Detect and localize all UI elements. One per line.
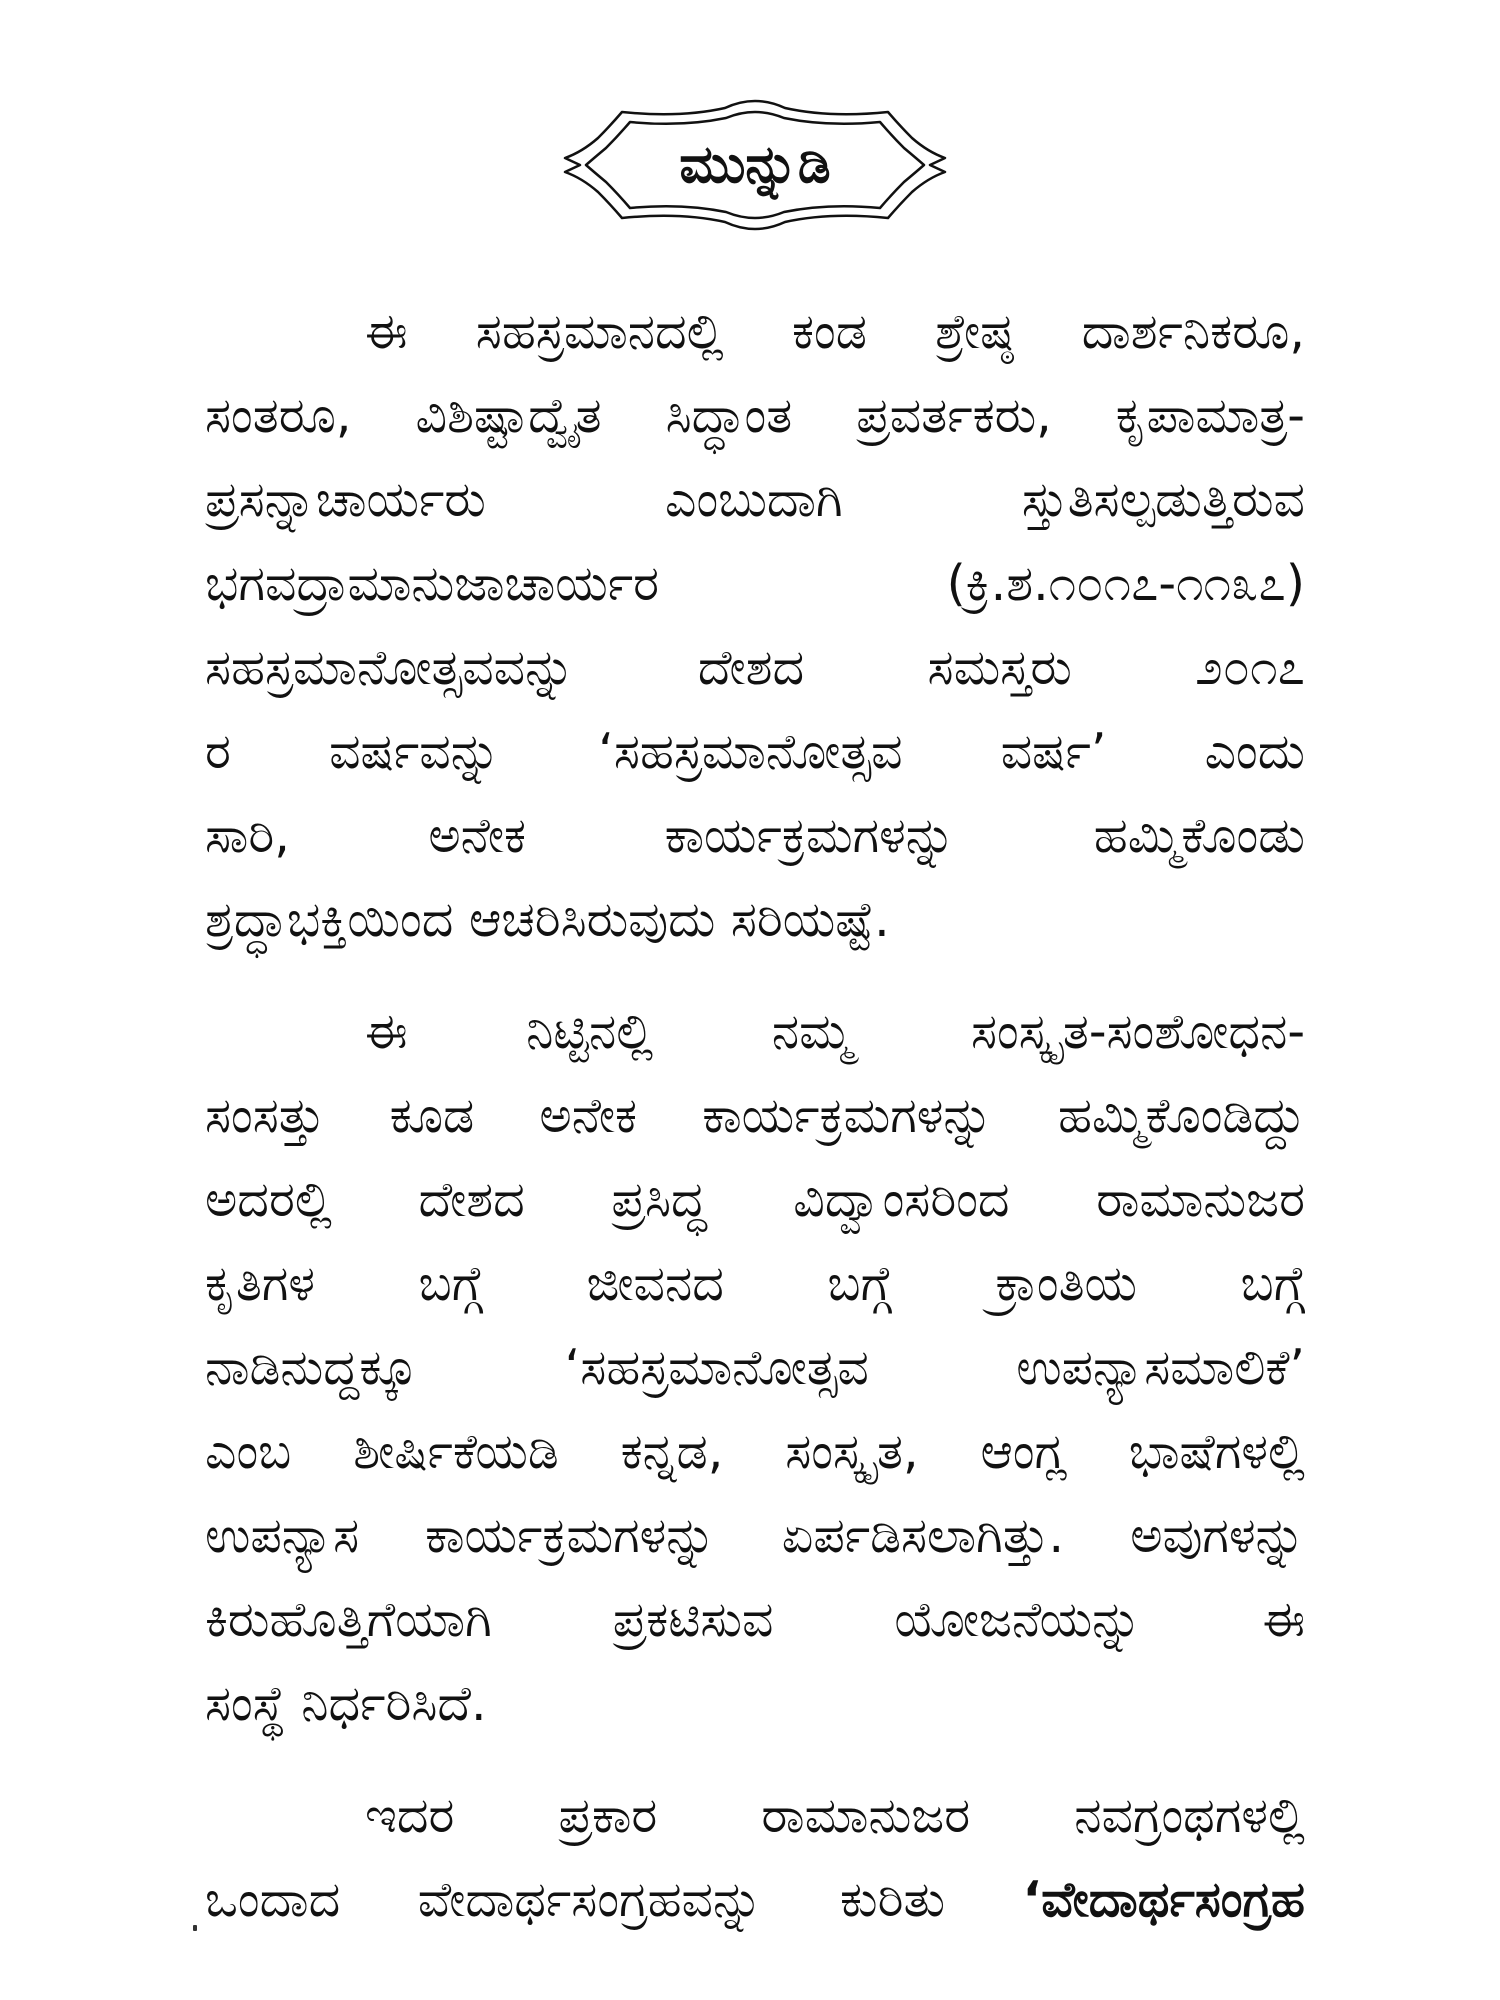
text-line: ಎಂಬ ಶೀರ್ಷಿಕೆಯಡಿ ಕನ್ನಡ, ಸಂಸ್ಕೃತ, ಆಂಗ್ಲ ಭಾಷೆಗಳಲ್ಲಿ: [205, 1423, 1305, 1480]
paragraph-2: [205, 990, 1305, 1746]
book-title-bold: ‘ವೇದಾರ್ಥಸಂಗ್ರಹ: [1022, 1871, 1305, 1928]
text-line: ರ ವರ್ಷವನ್ನು ‘ಸಹಸ್ರಮಾನೋತ್ಸವ ವರ್ಷ’ ಎಂದು: [205, 723, 1305, 780]
text-line: ಸಹಸ್ರಮಾನೋತ್ಸವವನ್ನು ದೇಶದ ಸಮಸ್ತರು ೨೦೧೭: [205, 639, 1305, 696]
text-line: ಈ ನಿಟ್ಟಿನಲ್ಲಿ ನಮ್ಮ ಸಂಸ್ಕೃತ-ಸಂಶೋಧನ-: [365, 1003, 1305, 1060]
paragraph-1: [205, 290, 1305, 962]
text-line-plain: ಒಂದಾದ ವೇದಾರ್ಥಸಂಗ್ರಹವನ್ನು ಕುರಿತು: [205, 1871, 1023, 1928]
body-text: [205, 290, 1305, 1942]
text-line: ಪ್ರಸನ್ನಾಚಾರ್ಯರು ಎಂಬುದಾಗಿ ಸ್ತುತಿಸಲ್ಪಡುತ್ತಿರುವ: [205, 471, 1305, 528]
page-title: ಮುನ್ನುಡಿ: [679, 134, 831, 195]
text-line: ನಾಡಿನುದ್ದಕ್ಕೂ ‘ಸಹಸ್ರಮಾನೋತ್ಸವ ಉಪನ್ಯಾಸಮಾಲಿಕೆ’: [205, 1339, 1305, 1396]
text-line: ಇದರ ಪ್ರಕಾರ ರಾಮಾನುಜರ ನವಗ್ರಂಥಗಳಲ್ಲಿ: [365, 1787, 1305, 1844]
text-line: ಸಂತರೂ, ವಿಶಿಷ್ಟಾದ್ವೈತ ಸಿದ್ಧಾಂತ ಪ್ರವರ್ತಕರು, ಕೃಪಾಮಾತ್ರ-: [205, 387, 1305, 444]
paragraph-3: [205, 1774, 1305, 1942]
text-line: ಕಿರುಹೊತ್ತಿಗೆಯಾಗಿ ಪ್ರಕಟಿಸುವ ಯೋಜನೆಯನ್ನು ಈ: [205, 1591, 1305, 1648]
text-line: ಸಾರಿ, ಅನೇಕ ಕಾರ್ಯಕ್ರಮಗಳನ್ನು ಹಮ್ಮಿಕೊಂಡು: [205, 807, 1305, 864]
text-line: ಭಗವದ್ರಾಮಾನುಜಾಚಾರ್ಯರ (ಕ್ರಿ.ಶ.೧೦೧೭-೧೧೩೭): [205, 555, 1305, 612]
text-line: [205, 1858, 1305, 1942]
text-line: ಕೃತಿಗಳ ಬಗ್ಗೆ ಜೀವನದ ಬಗ್ಗೆ ಕ್ರಾಂತಿಯ ಬಗ್ಗೆ: [205, 1255, 1305, 1312]
text-line: ಸಂಸತ್ತು ಕೂಡ ಅನೇಕ ಕಾರ್ಯಕ್ರಮಗಳನ್ನು ಹಮ್ಮಿಕೊಂಡಿದ್ದು: [205, 1087, 1305, 1144]
text-line: ಶ್ರದ್ಧಾಭಕ್ತಿಯಿಂದ ಆಚರಿಸಿರುವುದು ಸರಿಯಷ್ಟೆ.: [205, 891, 890, 948]
text-line: ಉಪನ್ಯಾಸ ಕಾರ್ಯಕ್ರಮಗಳನ್ನು ಏರ್ಪಡಿಸಲಾಗಿತ್ತು. ಅವುಗಳನ್ನು: [205, 1507, 1305, 1564]
text-line: ಈ ಸಹಸ್ರಮಾನದಲ್ಲಿ ಕಂಡ ಶ್ರೇಷ್ಠ ದಾರ್ಶನಿಕರೂ,: [365, 303, 1305, 360]
text-line: ಸಂಸ್ಥೆ ನಿರ್ಧರಿಸಿದೆ.: [205, 1675, 487, 1732]
ink-speck: [193, 1925, 197, 1931]
text-line: ಅದರಲ್ಲಿ ದೇಶದ ಪ್ರಸಿದ್ಧ ವಿದ್ವಾಂಸರಿಂದ ರಾಮಾನುಜರ: [205, 1171, 1305, 1228]
